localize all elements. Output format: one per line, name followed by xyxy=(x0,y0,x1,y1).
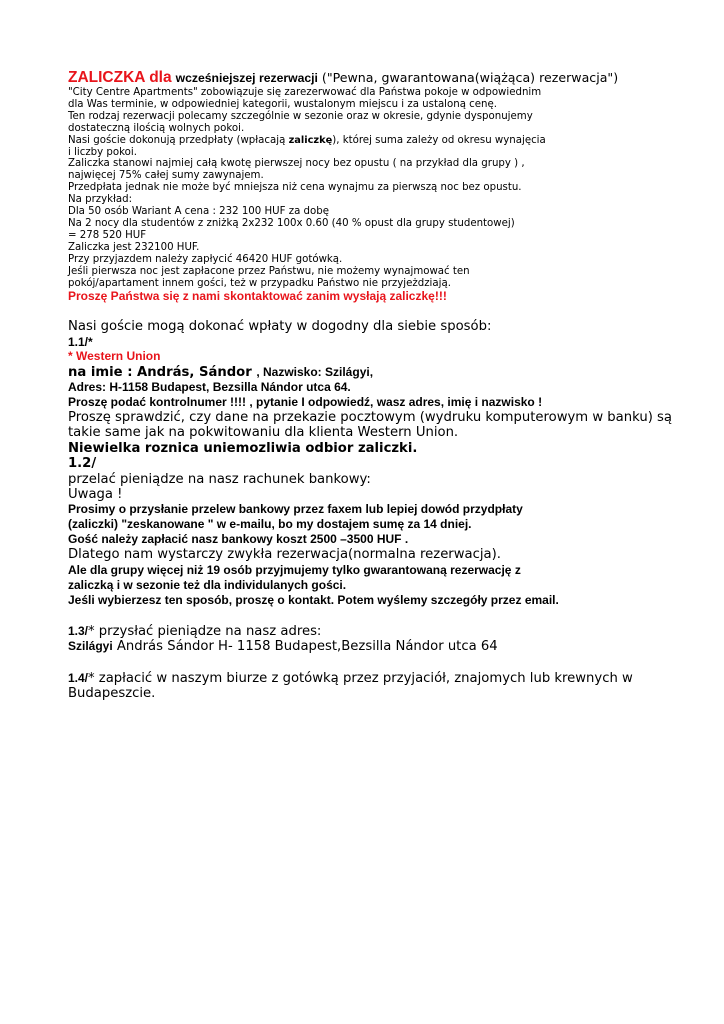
method-3-line: 1.3/* przysłać pieniądze na nasz adres: xyxy=(68,623,322,639)
recipient-address: Adres: H-1158 Budapest, Bezsilla Nándor utca 64. xyxy=(68,379,351,394)
wu-check-line: Proszę sprawdzić, czy dane na przekazie pocztowym (wydruku komputerowym w banku) są xyxy=(68,409,672,425)
recipient-line xyxy=(68,363,668,380)
postal-surname: Szilágyi xyxy=(68,639,113,654)
bank-cost: Gość należy zapłacić nasz bankowy koszt 2500 –3500 HUF . xyxy=(68,532,409,547)
fax-line: Prosimy o przysłanie przelew bankowy przez faxem lub lepiej dowód przydpłaty xyxy=(68,502,523,517)
bank-transfer-desc: przelać pieniądze na nasz rachunek bankowy: xyxy=(68,471,371,487)
document-title xyxy=(68,70,668,86)
advance-bold: zaliczkę xyxy=(288,134,333,146)
group-line: Ale dla grupy więcej niż 19 osób przyjmujemy tylko gwarantowaną rezerwację z xyxy=(68,562,521,577)
detail-line: Na przykład: xyxy=(68,194,133,206)
method-4-line: 1.4/* zapłacić w naszym biurze z gotówką przez przyjaciół, znajomych lub krewnych w xyxy=(68,670,633,686)
method-1-number: 1.1/* xyxy=(68,334,93,349)
bank-note: Uwaga ! xyxy=(68,487,123,503)
recipient-name: na imie : András, Sándor xyxy=(68,364,257,380)
title-rest: ("Pewna, gwarantowana(wiążąca) rezerwacja") xyxy=(317,70,619,85)
wu-instruction: Proszę podać kontrolnumer !!!! , pytanie I odpowiedź, wasz adres, imię i nazwisko ! xyxy=(68,394,543,409)
contact-warning: Proszę Państwa się z nami skontaktować zanim wysłają zaliczkę!!! xyxy=(68,289,447,304)
method-2-number: 1.2/ xyxy=(68,456,97,472)
method-4-line-2: Budapeszcie. xyxy=(68,686,156,702)
advance-line-2: i liczby pokoi. xyxy=(68,146,137,158)
fax-line: (zaliczki) "zeskanowane " w e-mailu, bo my dostajem sumę za 14 dniej. xyxy=(68,517,472,532)
method-4-number: 1.4/ xyxy=(68,670,89,685)
detail-line: Na 2 nocy dla studentów z zniżką 2x232 100x 0.60 (40 % opust dla grupy studentowej) xyxy=(68,217,515,229)
detail-line: Jeśli pierwsza noc jest zapłacone przez Państwu, nie możemy wynajmować ten xyxy=(68,265,470,277)
detail-line: = 278 520 HUF xyxy=(68,229,147,241)
recipient-surname: , Nazwisko: Szilágyi, xyxy=(256,364,374,379)
title-red: ZALICZKA dla xyxy=(68,69,172,86)
document-page xyxy=(68,69,672,702)
wu-check-line: takie same jak na pokwitowaniu dla klienta Western Union. xyxy=(68,425,459,441)
group-line: zaliczką i w sezonie też dla individulanych gości. xyxy=(68,577,347,592)
western-union-label: * Western Union xyxy=(68,348,161,363)
postal-address: Szilágyi András Sándor H- 1158 Budapest,Bezsilla Nándor utca 64 xyxy=(68,639,498,655)
title-bold: wcześniejszej rezerwacji xyxy=(175,71,318,85)
intro-line: dla Was terminie, w odpowiedniej kategorii, wustalonym miejscu i za ustaloną cenę. xyxy=(68,98,498,110)
contact-email-line: Jeśli wybierzesz ten sposób, proszę o kontakt. Potem wyślemy szczegóły przez email. xyxy=(68,592,559,607)
detail-line: pokój/apartament innem gości, też w przypadku Państwo nie przyjeżdziają. xyxy=(68,277,451,289)
detail-line: najwięcej 75% całej sumy zawynajem. xyxy=(68,170,264,182)
intro-line: Ten rodzaj rezerwacji polecamy szczególnie w sezonie oraz w okresie, gdynie dysponujemy xyxy=(68,110,533,122)
detail-line: Przedpłata jednak nie może być mniejsza niż cena wynajmu za pierwszą noc bez opustu. xyxy=(68,182,522,194)
normal-reservation: Dlatego nam wystarczy zwykła rezerwacja(normalna rezerwacja). xyxy=(68,547,501,563)
wu-warning: Niewielka roznica uniemozliwia odbior zaliczki. xyxy=(68,440,418,456)
intro-line: "City Centre Apartments" zobowiązuje się zarezerwować dla Państwa pokoje w odpowiednim xyxy=(68,87,542,98)
intro-block xyxy=(68,87,668,289)
method-3-number: 1.3/ xyxy=(68,623,89,638)
intro-line: dostateczną ilością wolnych pokoi. xyxy=(68,122,245,134)
detail-line: Zaliczka jest 232100 HUF. xyxy=(68,241,200,253)
advance-line: Nasi goście dokonują przedpłaty (wpłacają zaliczkę), której suma zależy od okresu wynajęcia xyxy=(68,134,546,146)
payment-intro: Nasi goście mogą dokonać wpłaty w dogodny dla siebie sposób: xyxy=(68,319,492,335)
detail-line: Zaliczka stanowi najmiej całą kwotę pierwszej nocy bez opustu ( na przykład dla grupy ) , xyxy=(68,158,525,170)
detail-line: Przy przyjazdem należy zapłycić 46420 HUF gotówką. xyxy=(68,253,343,265)
detail-line: Dla 50 osób Wariant A cena : 232 100 HUF za dobę xyxy=(68,206,329,218)
